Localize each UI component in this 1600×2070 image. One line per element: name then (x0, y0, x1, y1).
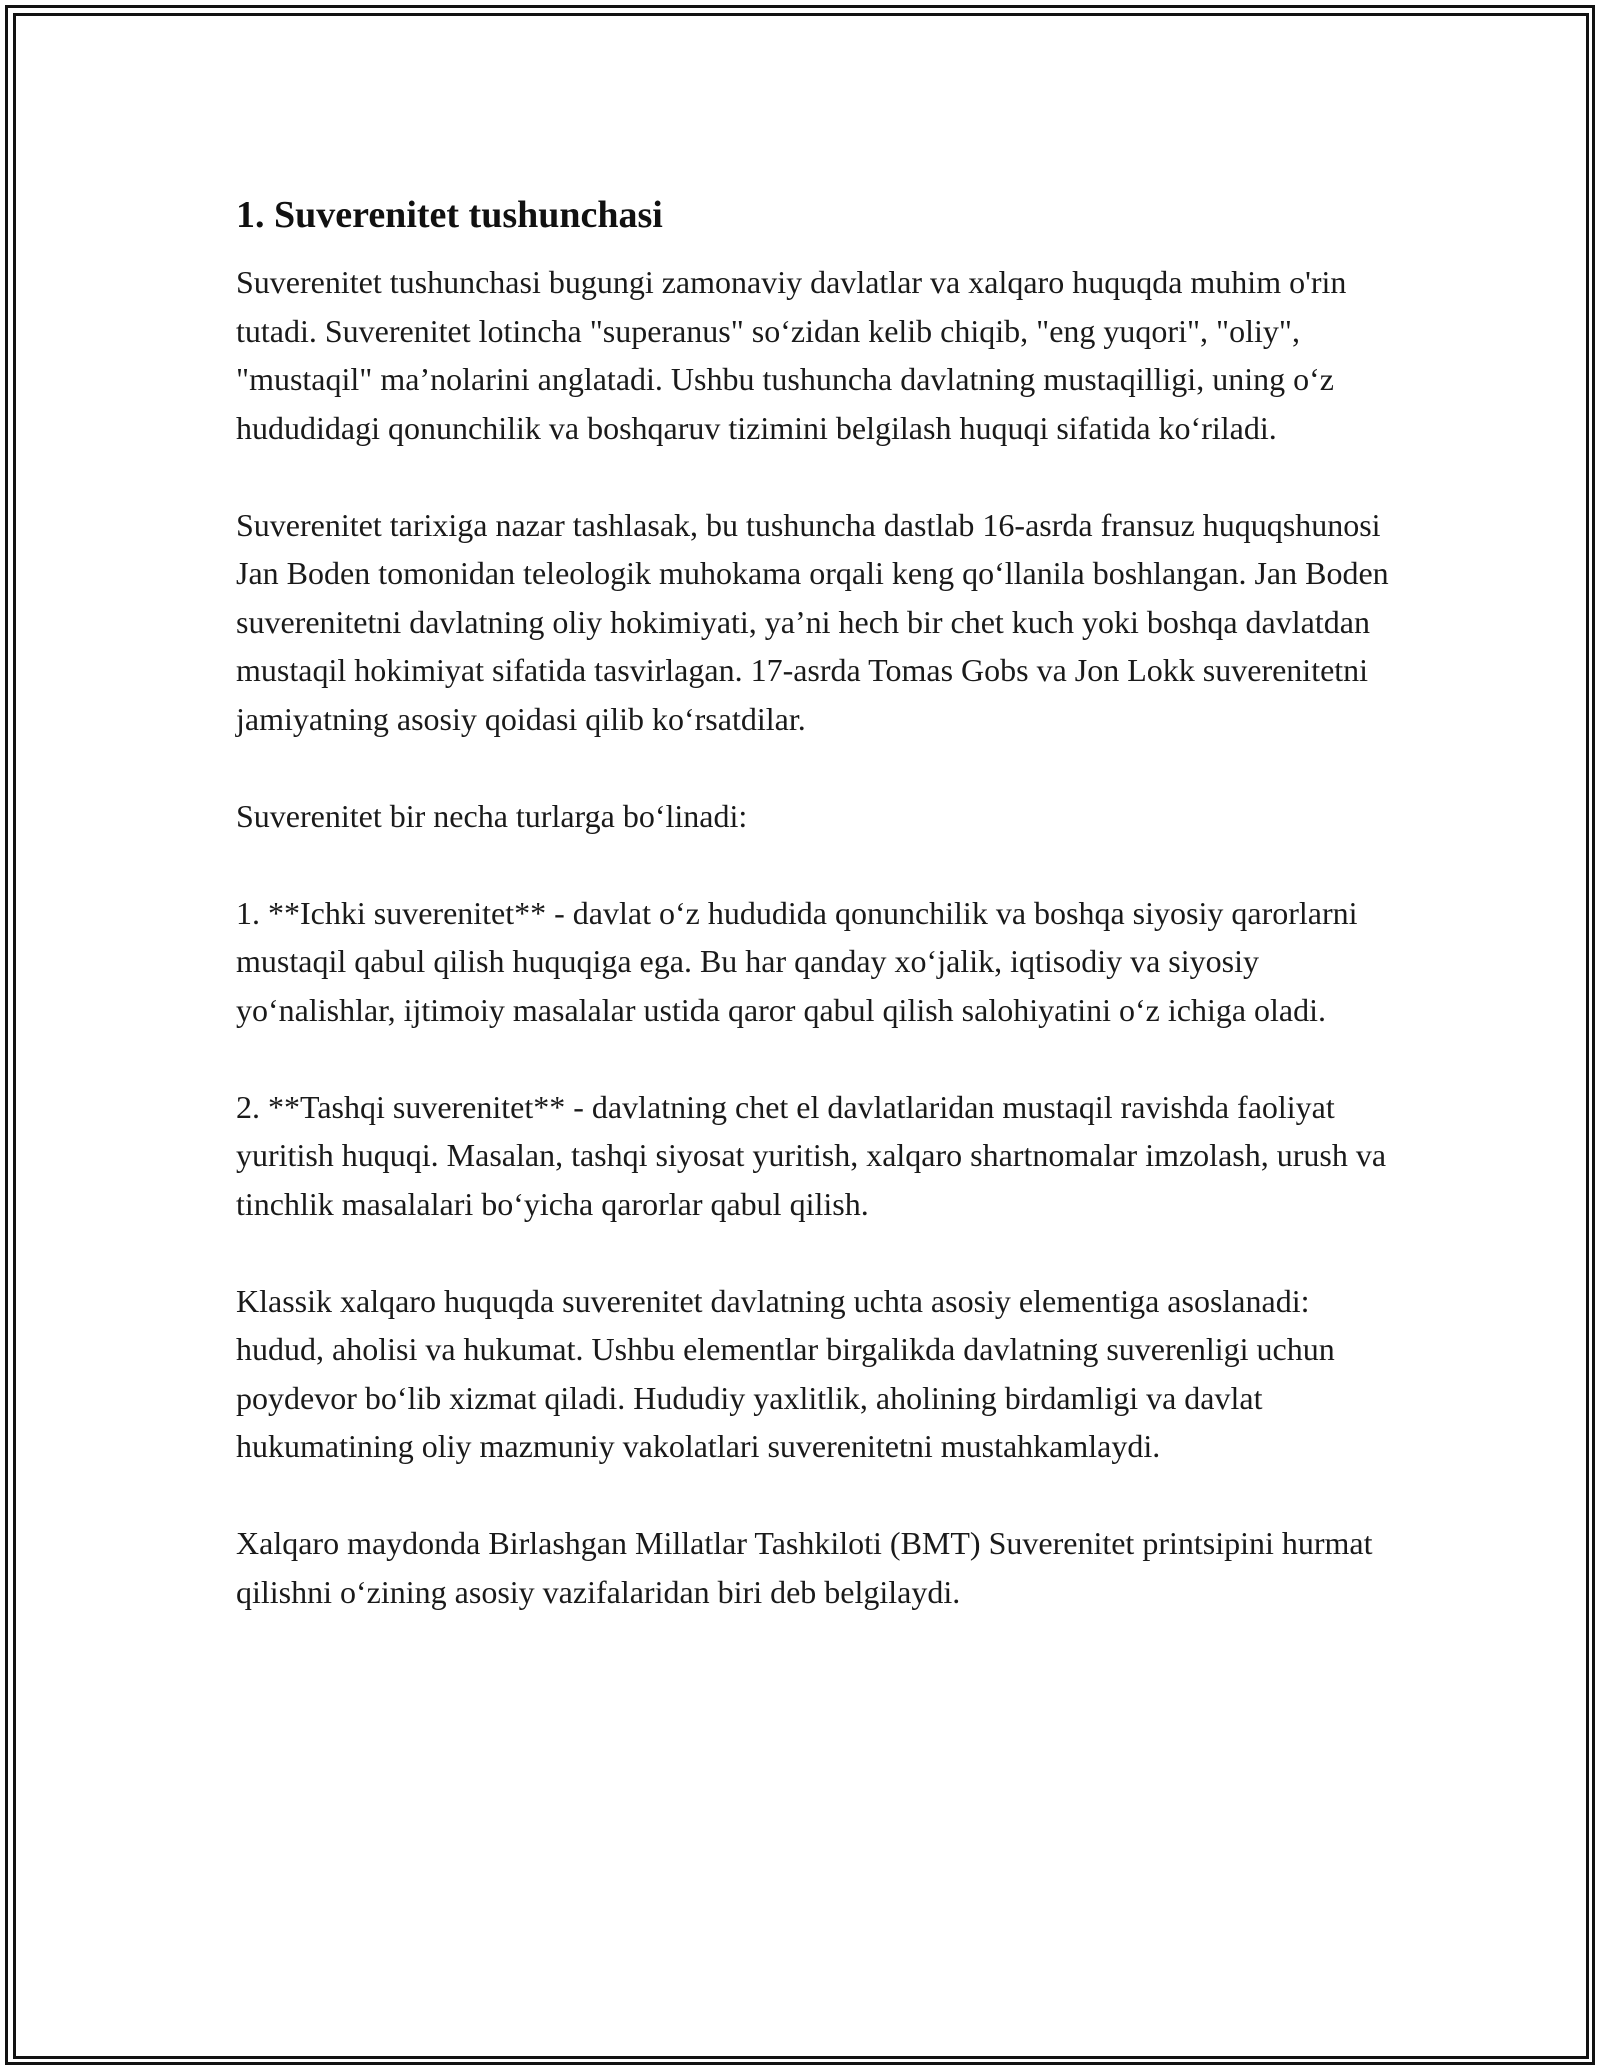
document-body (236, 188, 1396, 1616)
paragraph-external-sovereignty: 2. **Tashqi suverenitet** - davlatning chet el davlatlaridan mustaqil ravishda faoliyat yuritish huquqi. Masalan, tashqi siyosat yuritish, xalqaro shartnomalar imzolash, urush va tinchlik masalalari bo‘yicha qarorlar qabul qilish. (236, 1088, 1387, 1222)
paragraph-classic-elements: Klassik xalqaro huquqda suverenitet davlatning uchta asosiy elementiga asoslanadi: hudud, aholisi va hukumat. Ushbu elementlar birgalikda davlatning suverenligi uchun poydevor bo‘lib xizmat qiladi. Hududiy yaxlitlik, aholining birdamligi va davlat hukumatining oliy mazmuniy vakolatlari suverenitetni mustahkamlaydi. (236, 1282, 1335, 1464)
paragraph-definition: Suverenitet tushunchasi bugungi zamonaviy davlatlar va xalqaro huquqda muhim o'rin tutadi. Suverenitet lotincha "superanus" so‘zidan kelib chiqib, "eng yuqori", "oliy", "mustaqil" ma’nolarini anglatadi. Ushbu tushuncha davlatning mustaqilligi, uning o‘z hududidagi qonunchilik va boshqaruv tizimini belgilash huquqi sifatida ko‘riladi. (236, 264, 1347, 446)
paragraph-internal-sovereignty: 1. **Ichki suverenitet** - davlat o‘z hududida qonunchilik va boshqa siyosiy qarorlarni mustaqil qabul qilish huquqiga ega. Bu har qanday xo‘jalik, iqtisodiy va siyosiy yo‘nalishlar, ijtimoiy masalalar ustida qaror qabul qilish salohiyatini o‘z ichiga oladi. (236, 894, 1358, 1028)
paragraph-history: Suverenitet tarixiga nazar tashlasak, bu tushuncha dastlab 16-asrda fransuz huquqshunosi Jan Boden tomonidan teleologik muhokama orqali keng qo‘llanila boshlangan. Jan Boden suverenitetni davlatning oliy hokimiyati, ya’ni hech bir chet kuch yoki boshqa davlatdan mustaqil hokimiyat sifatida tasvirlagan. 17-asrda Tomas Gobs va Jon Lokk suverenitetni jamiyatning asosiy qoidasi qilib ko‘rsatdilar. (236, 506, 1389, 737)
paragraph-un-principle: Xalqaro maydonda Birlashgan Millatlar Tashkiloti (BMT) Suverenitet printsipini hurmat qilishni o‘zining asosiy vazifalaridan biri deb belgilaydi. (236, 1525, 1373, 1610)
section-heading: 1. Suverenitet tushunchasi (236, 194, 663, 236)
paragraph-types-intro: Suverenitet bir necha turlarga bo‘linadi: (236, 797, 748, 834)
